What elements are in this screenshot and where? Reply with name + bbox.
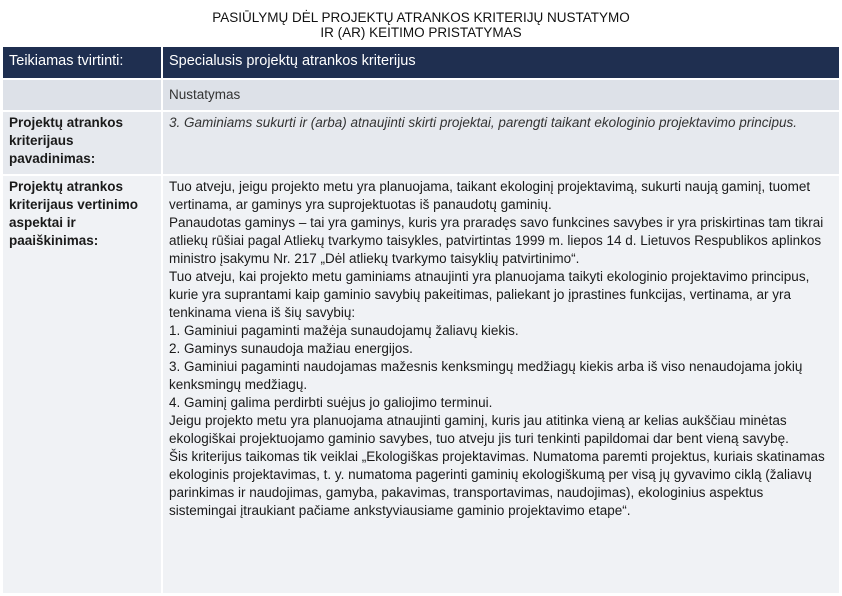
paragraph: Jeigu projekto metu yra planuojama atnaujinti gaminį, kuris jau atitinka vieną ar kelias aukščiau minėtas ekologiškai projektuojamo gaminio savybes, tuo atveju jis turi tenkinti papildomai dar bent vieną savybę.: [169, 413, 789, 446]
title-line-1: PASIŪLYMŲ DĖL PROJEKTŲ ATRANKOS KRITERIJŲ NUSTATYMO: [212, 10, 630, 25]
paragraph: 3. Gaminiui pagaminti naudojamas mažesnis kenksmingų medžiagų kiekis arba iš viso nenaudojama jokių kenksmingų medžiagų.: [169, 359, 803, 392]
criteria-table: [1, 45, 841, 595]
paragraph: 1. Gaminiui pagaminti mažėja sunaudojamų žaliavų kiekis.: [169, 323, 519, 338]
criterion-name-label: Projektų atrankos kriterijaus pavadinimas:: [3, 112, 161, 174]
paragraph: 4. Gaminį galima perdirbti suėjus jo galiojimo terminui.: [169, 395, 493, 410]
subheader-cell: Nustatymas: [163, 80, 839, 110]
criterion-evaluation-label: Projektų atrankos kriterijaus vertinimo aspektai ir paaiškinimas:: [3, 176, 161, 593]
paragraph: Tuo atveju, kai projekto metu gaminiams atnaujinti yra planuojama taikyti ekologinio projektavimo principus, kurie yra suprantami kaip gaminio savybių pakeitimas, paliekant jo įprastines funkcijas, vertinama, ar yra tenkinama viena iš šių savybių:: [169, 269, 810, 320]
paragraph: 2. Gaminys sunaudoja mažiau energijos.: [169, 341, 413, 356]
subheader-row: [3, 80, 839, 110]
header-right-cell: Specialusis projektų atrankos kriterijus: [163, 47, 839, 78]
document-title: [0, 10, 842, 40]
criterion-evaluation-row: [3, 176, 839, 593]
header-row: [3, 47, 839, 78]
header-left-cell: Teikiamas tvirtinti:: [3, 47, 161, 78]
paragraph: Panaudotas gaminys – tai yra gaminys, kuris yra praradęs savo funkcines savybes ir yra priskirtinas tam tikrai atliekų rūšiai pagal Atliekų tvarkymo taisykles, patvirtintas 1999 m. liepos 14 d. Lietuvos Respublikos aplinkos ministro įsakymu Nr. 217 „Dėl atliekų tvarkymo taisyklių patvirtinimo“.: [169, 215, 824, 266]
criterion-evaluation-text: [163, 176, 839, 593]
criterion-name-value: 3. Gaminiams sukurti ir (arba) atnaujinti skirti projektai, parengti taikant ekologinio projektavimo principus.: [163, 112, 839, 174]
paragraph: Šis kriterijus taikomas tik veiklai „Ekologiškas projektavimas. Numatoma paremti projektus, kuriais skatinamas ekologinis projektavimas, t. y. numatoma pagerinti gaminių ekologiškumą per visą jų gyvavimo ciklą (žaliavų parinkimas ir naudojimas, gamyba, pakavimas, transportavimas, naudojimas), ekologinius aspektus sistemingai įtraukiant pačiame ankstyviausiame gaminio projektavimo etape“.: [169, 449, 825, 518]
title-line-2: IR (AR) KEITIMO PRISTATYMAS: [320, 25, 522, 40]
subheader-empty-cell: [3, 80, 161, 110]
paragraph: Tuo atveju, jeigu projekto metu yra planuojama, taikant ekologinį projektavimą, sukurti naują gaminį, tuomet vertinama, ar gaminys yra suprojektuotas iš panaudotų gaminių.: [169, 179, 811, 212]
criterion-name-row: [3, 112, 839, 174]
